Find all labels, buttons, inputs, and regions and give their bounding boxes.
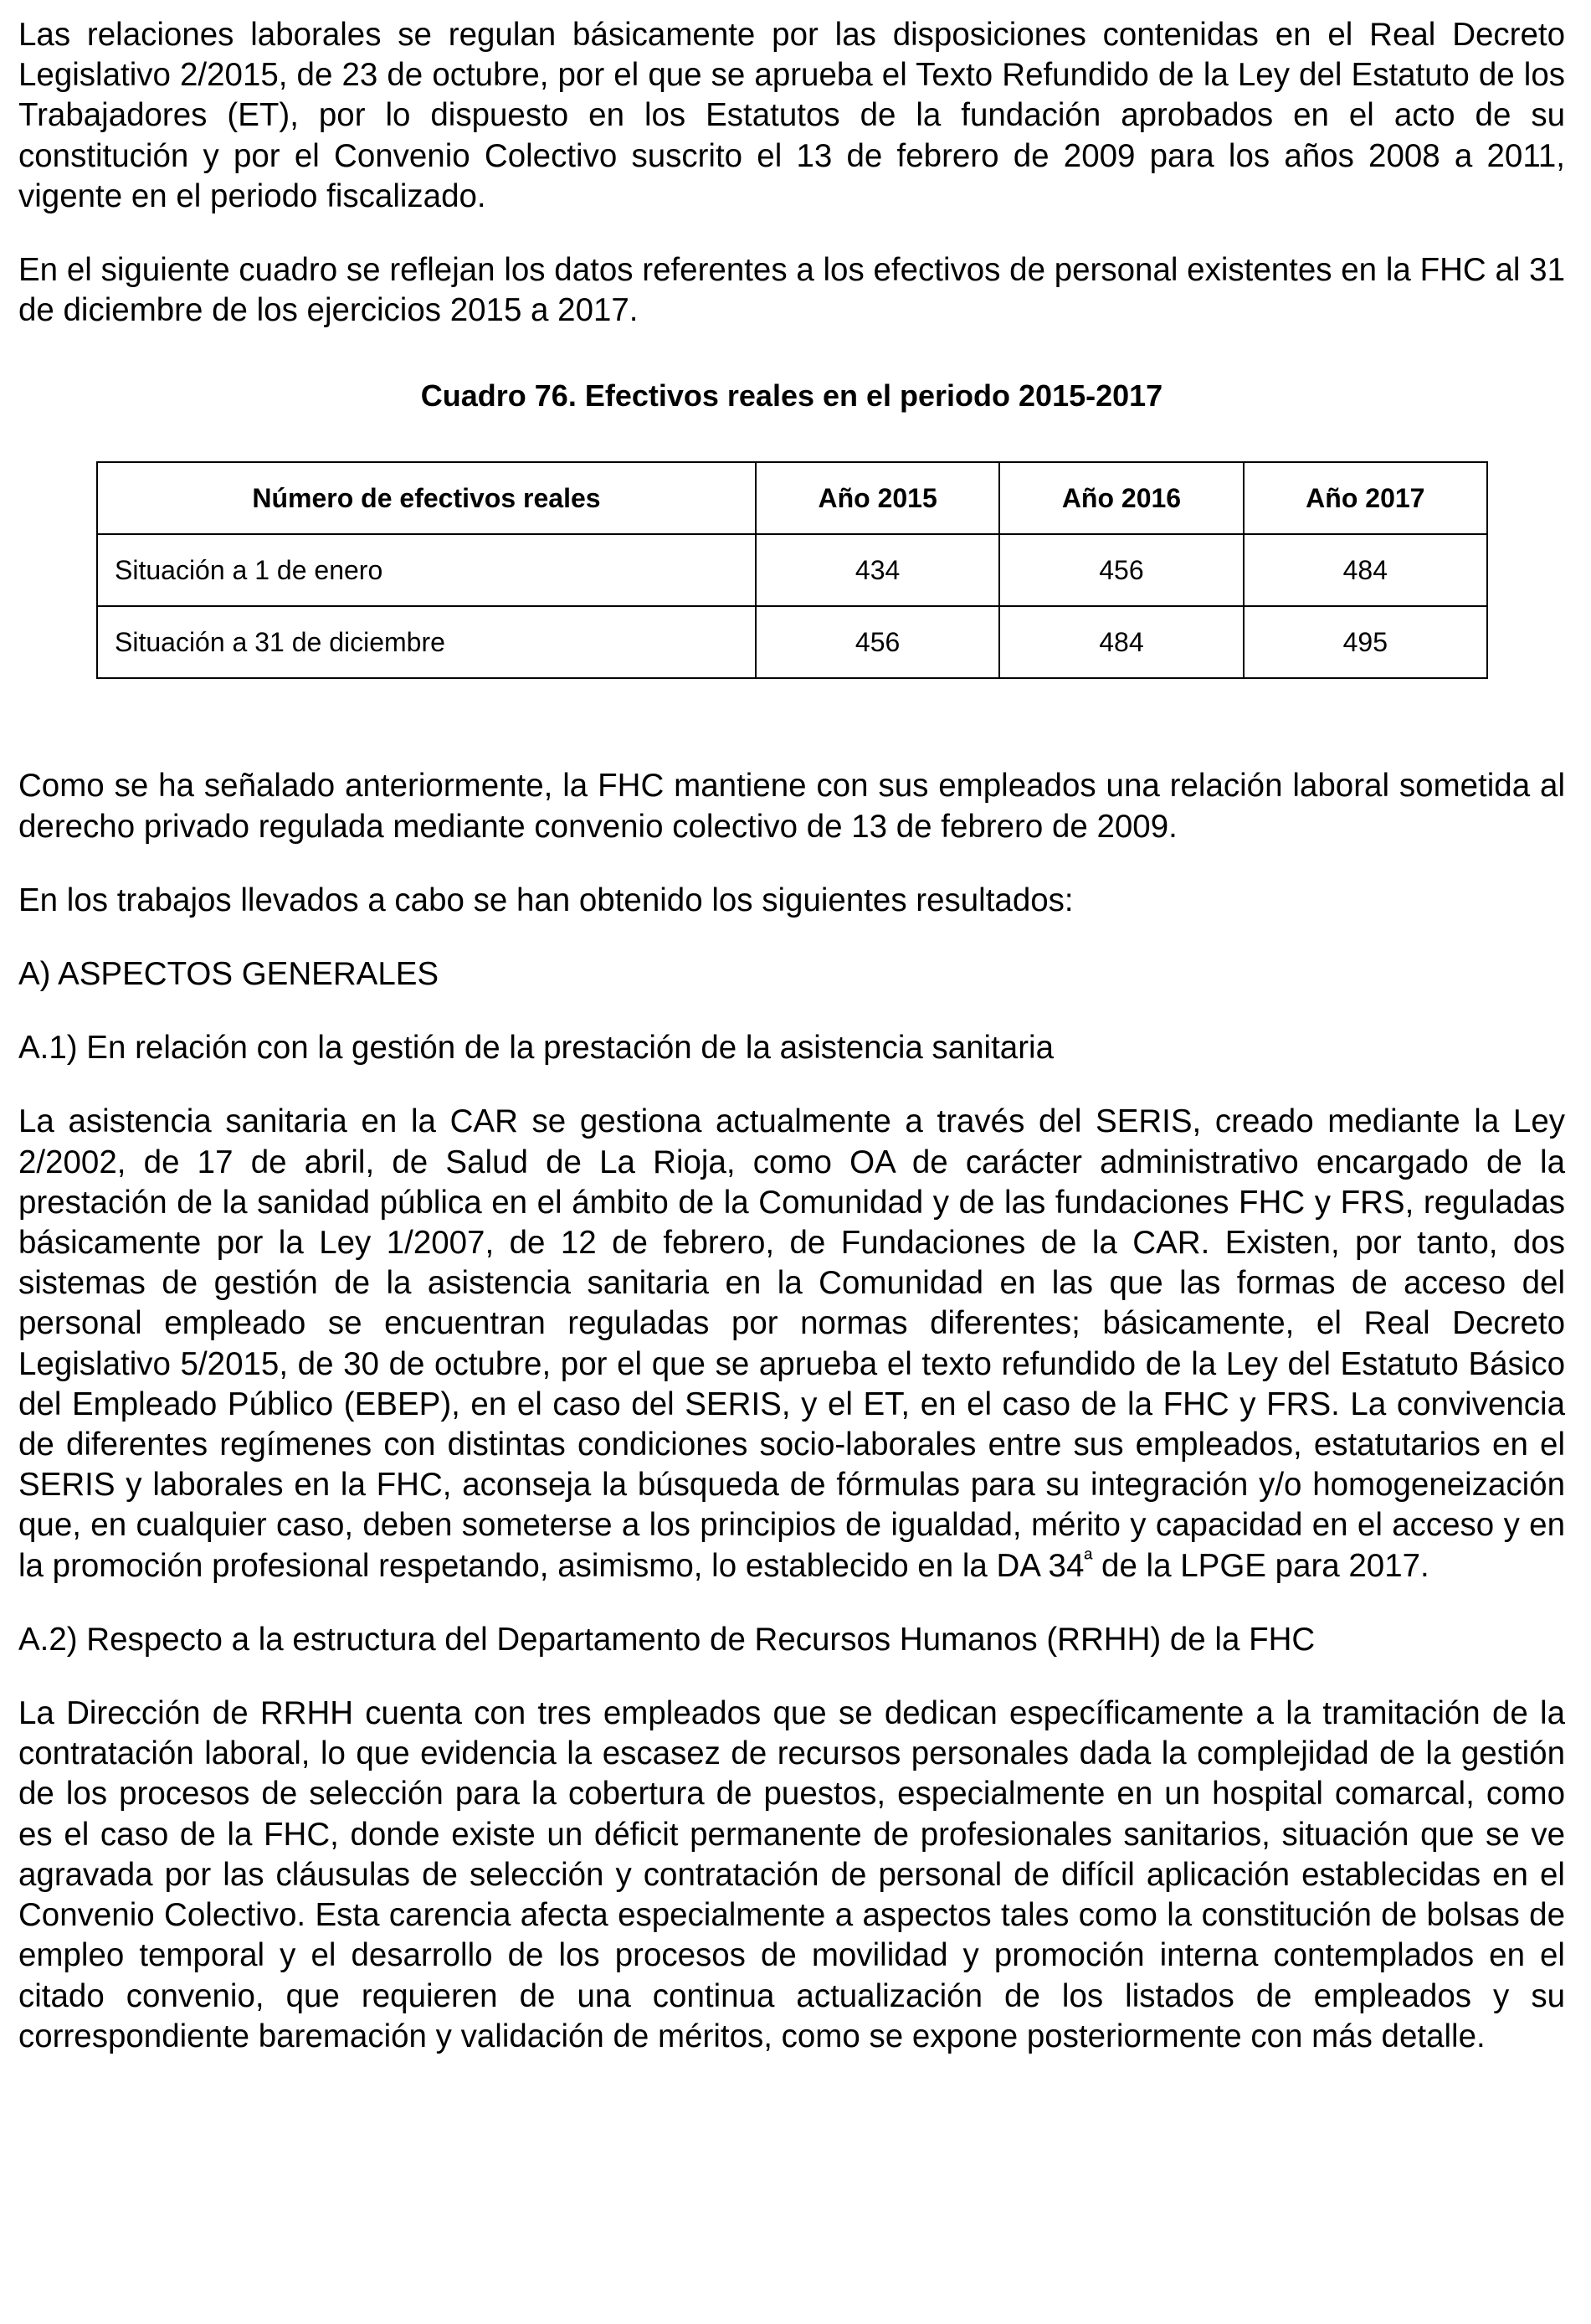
document-page	[18, 0, 1565, 2057]
column-header: Número de efectivos reales	[97, 462, 756, 534]
column-header: Año 2017	[1244, 462, 1487, 534]
paragraph-table-intro: En el siguiente cuadro se reflejan los datos referentes a los efectivos de personal existentes en la FHC al 31 de diciembre de los ejercicios 2015 a 2017.	[18, 252, 1565, 329]
a1-body-text: La asistencia sanitaria en la CAR se gestiona actualmente a través del SERIS, creado mediante la Ley 2/2002, de 17 de abril, de Salud de La Rioja, como OA de carácter administrativo encargado de la prestación de la sanidad pública en el ámbito de la Comunidad y de las fundaciones FHC y FRS, reguladas básicamente por la Ley 1/2007, de 12 de febrero, de Fundaciones de la CAR. Existen, por tanto, dos sistemas de gestión de la asistencia sanitaria en la Comunidad en las que las formas de acceso del personal empleado se encuentran reguladas por normas diferentes; básicamente, el Real Decreto Legislativo 5/2015, de 30 de octubre, por el que se aprueba el texto refundido de la Ley del Estatuto Básico del Empleado Público (EBEP), en el caso del SERIS, y el ET, en el caso de la FHC y FRS. La convivencia de diferentes regímenes con distintas condiciones socio-laborales entre sus empleados, estatutarios en el SERIS y laborales en la FHC, aconseja la búsqueda de fórmulas para su integración y/o homogeneización que, en cualquier caso, deben someterse a los principios de igualdad, mérito y capacidad en el acceso y en la promoción profesional respetando, asimismo, lo establecido en la DA 34	[18, 1103, 1565, 1584]
paragraph-a1-body	[18, 1102, 1565, 1586]
column-header: Año 2016	[999, 462, 1243, 534]
paragraph-labor-relation: Como se ha señalado anteriormente, la FHC mantiene con sus empleados una relación laboral sometida al derecho privado regulada mediante convenio colectivo de 13 de febrero de 2009.	[18, 768, 1565, 845]
table-caption: Cuadro 76. Efectivos reales en el periodo 2015-2017	[420, 378, 1163, 414]
table-header-row	[97, 462, 1487, 534]
table-cell: 495	[1244, 606, 1487, 678]
paragraph-a2-body: La Dirección de RRHH cuenta con tres empleados que se dedican específicamente a la tramitación de la contratación laboral, lo que evidencia la escasez de recursos personales dada la complejidad de la gestión de los procesos de selección para la cobertura de puestos, especialmente en un hospital comarcal, como es el caso de la FHC, donde existe un déficit permanente de profesionales sanitarios, situación que se ve agravada por las cláusulas de selección y contratación de personal de difícil aplicación establecidas en el Convenio Colectivo. Esta carencia afecta especialmente a aspectos tales como la constitución de bolsas de empleo temporal y el desarrollo de los procesos de movilidad y promoción interna contemplados en el citado convenio, que requieren de una continua actualización de los listados de empleados y su correspondiente baremación y validación de méritos, como se expone posteriormente con más detalle.	[18, 1695, 1565, 2054]
ordinal-indicator: ª	[1084, 1545, 1093, 1571]
paragraph-results-intro: En los trabajos llevados a cabo se han obtenido los siguientes resultados:	[18, 882, 1074, 918]
row-label: Situación a 31 de diciembre	[97, 606, 756, 678]
subsection-heading-a1: A.1) En relación con la gestión de la prestación de la asistencia sanitaria	[18, 1030, 1055, 1067]
staff-table	[96, 461, 1488, 679]
table-cell: 456	[756, 606, 999, 678]
table-cell: 484	[999, 606, 1243, 678]
section-heading-general: A) ASPECTOS GENERALES	[18, 956, 439, 993]
table-row	[97, 606, 1487, 678]
row-label: Situación a 1 de enero	[97, 534, 756, 606]
paragraph-legal-framework: Las relaciones laborales se regulan básicamente por las disposiciones contenidas en el Real Decreto Legislativo 2/2015, de 23 de octubre, por el que se aprueba el Texto Refundido de la Ley del Estatuto de los Trabajadores (ET), por lo dispuesto en los Estatutos de la fundación aprobados en el acto de su constitución y por el Convenio Colectivo suscrito el 13 de febrero de 2009 para los años 2008 a 2011, vigente en el periodo fiscalizado.	[18, 17, 1565, 214]
table-cell: 484	[1244, 534, 1487, 606]
subsection-heading-a2: A.2) Respecto a la estructura del Departamento de Recursos Humanos (RRHH) de la FHC	[18, 1621, 1316, 1658]
a1-body-end: de la LPGE para 2017.	[1092, 1547, 1429, 1584]
column-header: Año 2015	[756, 462, 999, 534]
table-cell: 456	[999, 534, 1243, 606]
table-row	[97, 534, 1487, 606]
table-cell: 434	[756, 534, 999, 606]
